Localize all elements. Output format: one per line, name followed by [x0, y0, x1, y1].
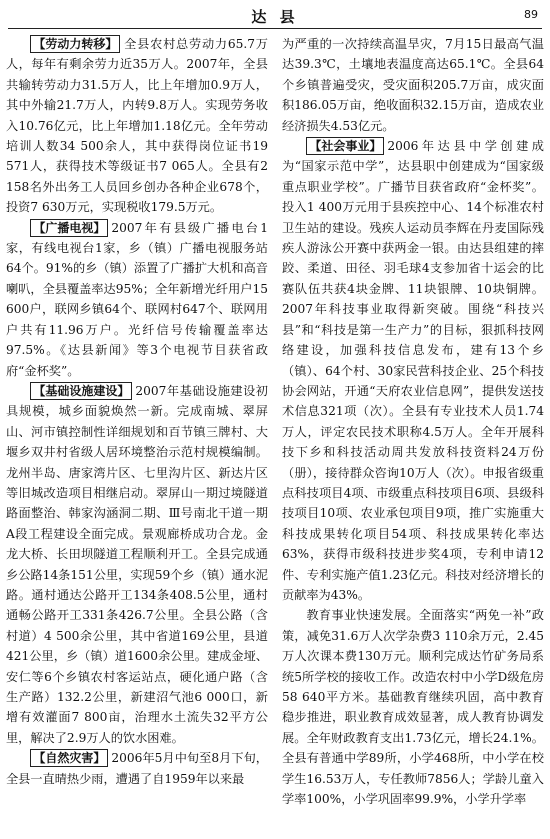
broadcast-text: 2007年有县级广播电台1家，有线电视台1家，乡（镇）广播电视服务站64个。91%的乡（镇）添置了广播扩大机和高音喇叭，全县覆盖率达95%；全年新增光纤用户15 600户，联网乡镇64个、联网村647个、联网用户共有11.96万户。光纤信号传输覆盖率达97.5%。《达县新闻》等3个电视节目获省政府“金杯奖”。	[6, 220, 268, 378]
infrastructure-paragraph	[6, 381, 268, 748]
social-text: 2006年达县中学创建成为“国家示范中学”，达县职中创建成为“国家级重点职业学校”。广播节目获省政府“金杯奖”。投入1 400万元用于县疾控中心、14个标准农村卫生站的建设。残疾人运动员李辉在丹麦国际残疾人游泳公开赛中获两金一银。由达县组建的摔跤、柔道、田径、羽毛球4支参加省十运会的比赛队伍共获4块金牌、11块银牌、10块铜牌。2007年科技事业取得新突破。围绕“科技兴县”和“科技是第一生产力”的目标，狠抓科技网络建设，加强科技信息发布，建有13个乡（镇）、64个村、30家民营科技企业、25个科技协会网站，开通“天府农业信息网”，提供发送技术信息321项（次）。全县有专业技术人员1.74万人，评定农民技术职称4.5万人。全年开展科技下乡和科技活动周共发放科技资料24万份（册），接待群众咨询10万人（次）。申报省级重点科技项目4项、市级重点科技项目6项、县级科技项目10项、农业承包项目9项，推广实施重大科技成果转化项目54项、科技成果转化率达63%，获得市级科技进步奖4项，专利申请12件、专利实施产值1.23亿元。科技对经济增长的贡献率为43%。	[282, 139, 544, 602]
education-paragraph: 教育事业快速发展。全面落实“两免一补”政策，减免31.6万人次学杂费3 110余万元，2.45万人次课本费130万元。顺利完成达竹矿务局系统5所学校的接收工作。改造农村中小学D级危房58 640平方米。基础教育继续巩固，高中教育稳步推进，职业教育成效显著，成人教育协调发展。全年财政教育支出1.73亿元，增长24.1%。全县有普通中学89所，小学468所，中小学在校学生16.53万人，专任教师7856人；学龄儿童入学率100%，小学巩固率99.9%，小学升学率	[282, 608, 544, 807]
disaster-paragraph	[6, 748, 268, 789]
left-column	[6, 34, 268, 834]
section-heading-labor: 【劳动力转移】	[30, 35, 120, 53]
disaster-text: 2006年5月中旬至8月下旬，全县一直晴热少雨，遭遇了自1959年以来最	[6, 751, 268, 786]
section-heading-infrastructure: 【基础设施建设】	[30, 382, 132, 400]
section-heading-social: 【社会事业】	[306, 137, 384, 155]
page-header	[8, 4, 542, 29]
running-title: 达 县	[251, 8, 299, 26]
labor-paragraph	[6, 34, 268, 218]
right-column	[282, 34, 544, 834]
page-number: 89	[524, 8, 538, 21]
social-paragraph	[282, 136, 544, 605]
section-heading-disaster: 【自然灾害】	[30, 749, 108, 767]
labor-text: 全县农村总劳动力65.7万人，每年有剩余劳力近35万人。2007年，全县共输转劳动力31.5万人，比上年增加0.9万人，其中外输21.7万人，内转9.8万人。实现劳务收入10.76亿元，比上年增加1.18亿元。全年劳动培训人数34 500余人，其中获得岗位证书19 571人，获得技术等级证书7 065人。全县有2 158名外出务工人员回乡创办各种企业678个，投资7 630万元，实现税收179.5万元。	[6, 37, 268, 215]
infrastructure-text: 2007年基础设施建设初具规模，城乡面貌焕然一新。完成南城、翠屏山、河市镇控制性详细规划和百节镇三牌村、大堰乡双井村省级人居环境整治示范村规模编制。龙州半岛、唐家湾片区、七里沟片区、新达片区等旧城改造项目相继启动。翠屏山一期过境隧道路面整治、韩家沟涵洞二期、Ⅲ号南北干道一期A段工程建设全面完成。景观廊桥成功合龙。金龙大桥、长田坝隧道工程顺利开工。全县完成通乡公路14条151公里，实现59个乡（镇）通水泥路。通村通达公路开工134条408.5公里，通村通畅公路开工331条426.7公里。全县公路（含村道）4 500余公里，其中省道169公里，县道421公里，乡（镇）道1600余公里。建成金垭、安仁等6个乡镇农村客运站点，硬化通户路（含生产路）132.2公里，新建沼气池6 000口，新增有效灌面7 800亩，治理水土流失32平方公里，解决了2.9万人的饮水困难。	[6, 383, 268, 745]
section-heading-broadcast: 【广播电视】	[30, 219, 108, 237]
disaster-continued-paragraph: 为严重的一次持续高温旱灾，7月15日最高气温达39.3℃，土壤地表温度高达65.1℃。全县64个乡镇普遍受灾，受灾面积205.7万亩，成灾面积186.05万亩，绝收面积32.15万亩，造成农业经济损失4.53亿元。	[282, 37, 544, 133]
broadcast-paragraph	[6, 218, 268, 381]
